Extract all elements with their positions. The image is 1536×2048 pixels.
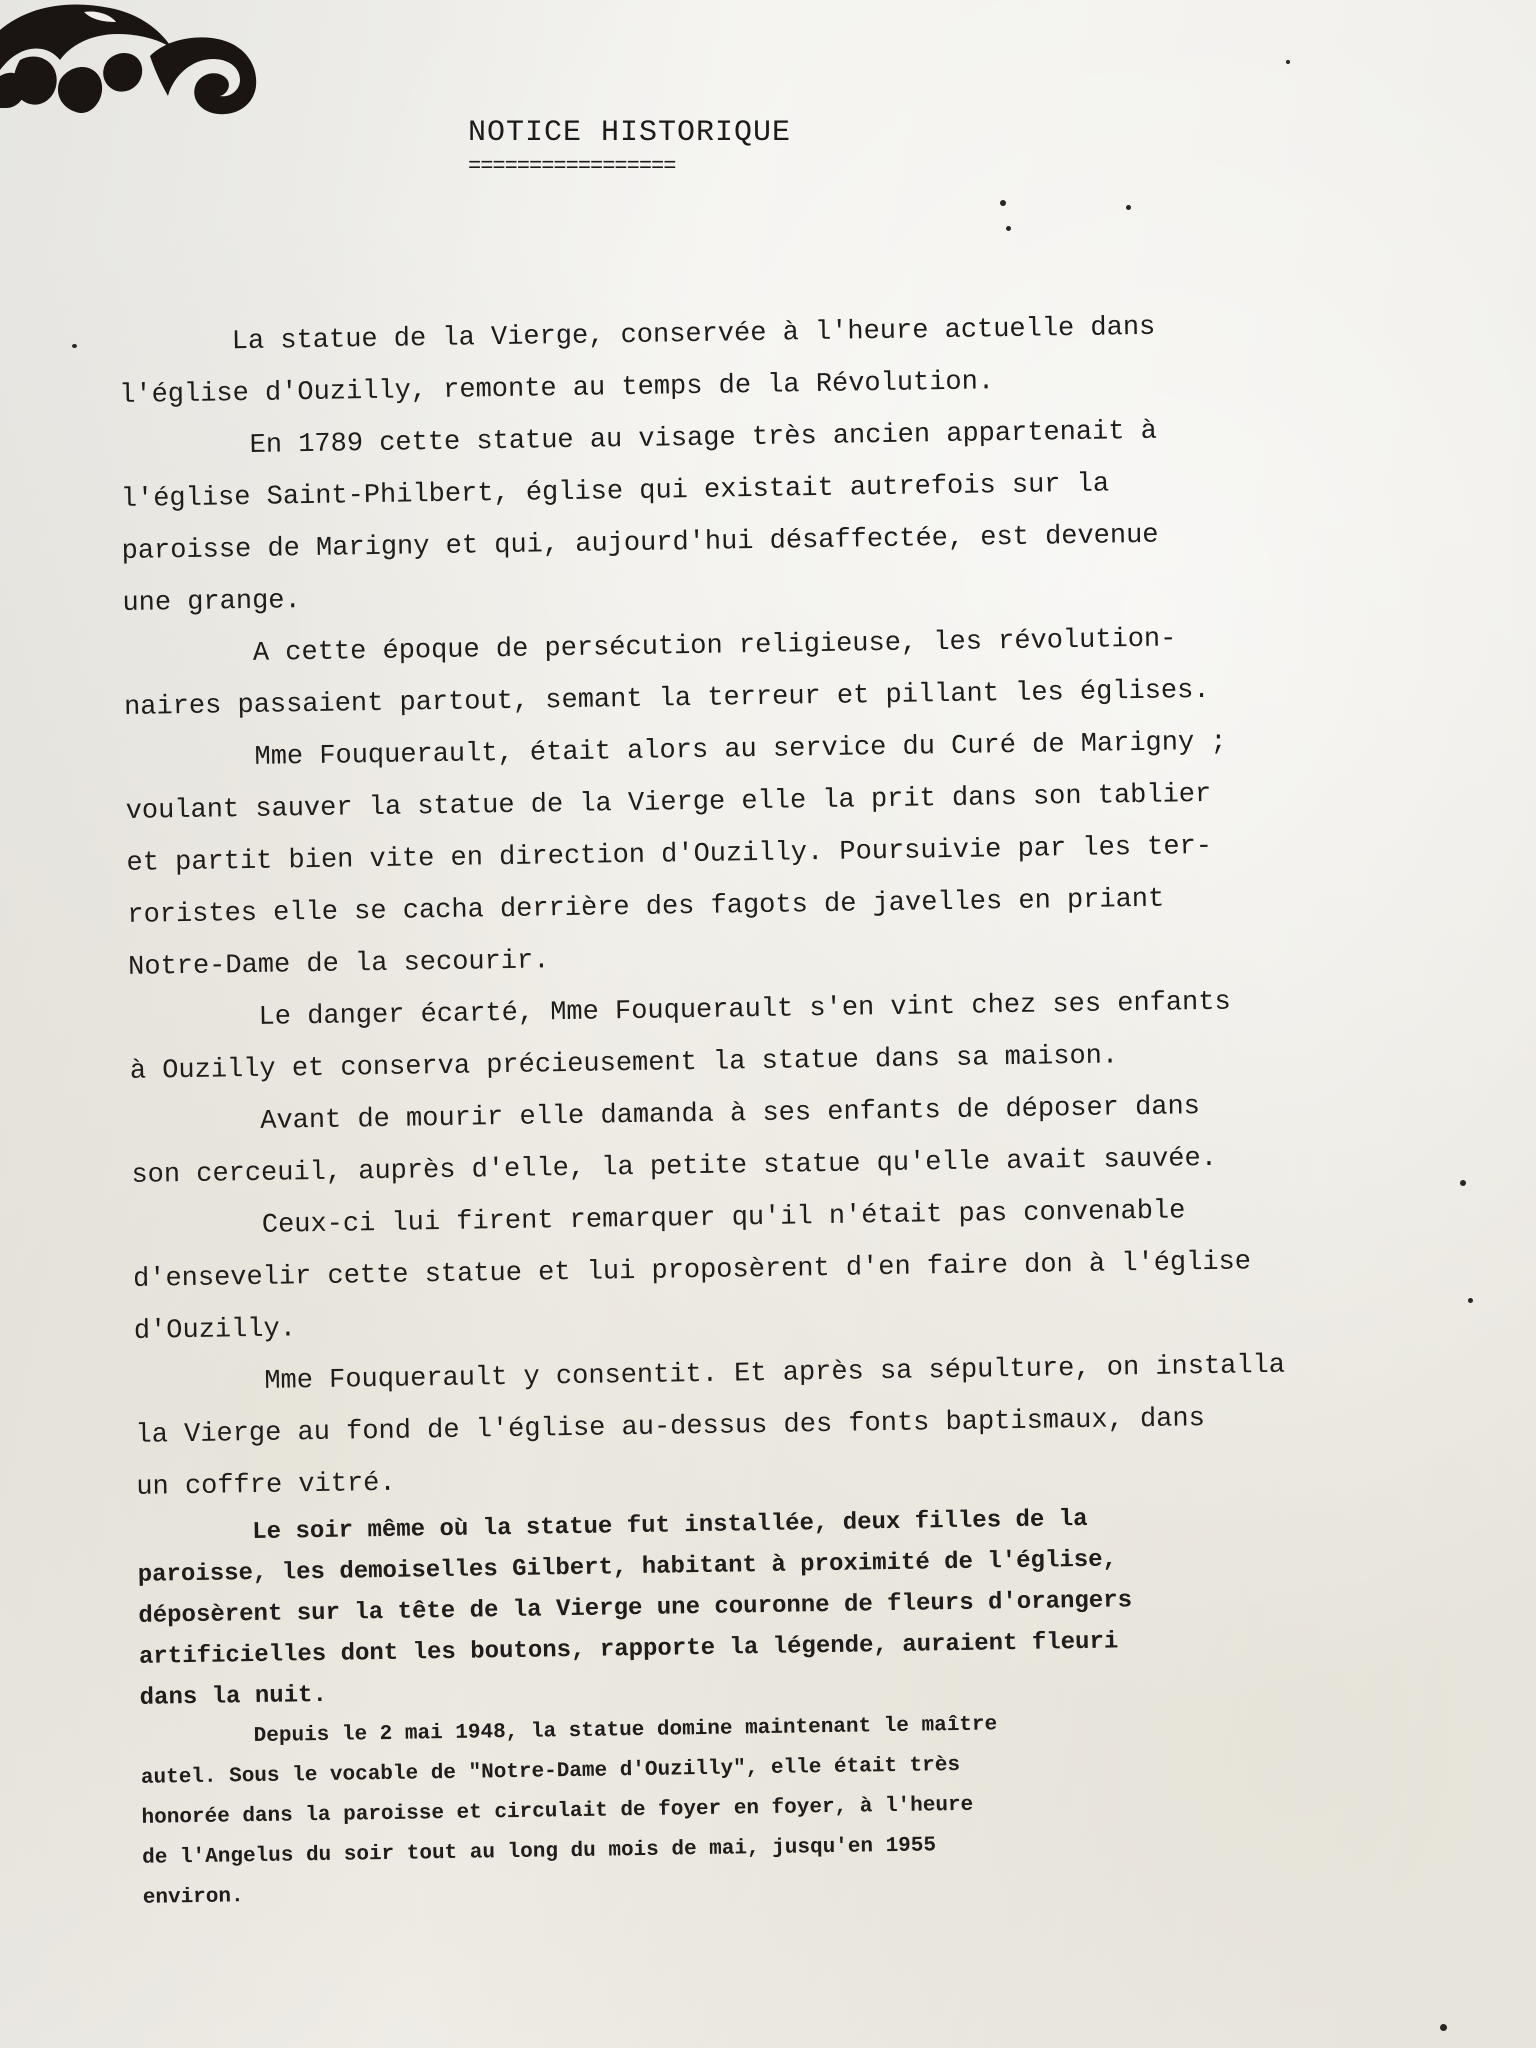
text-line: l'église Saint-Philbert, église qui existait autrefois sur la <box>120 469 1110 515</box>
text-line: d'Ouzilly. <box>133 1314 297 1347</box>
text-line: honorée dans la paroisse et circulait de foyer en foyer, à l'heure <box>141 1793 974 1830</box>
text-line: l'église d'Ouzilly, remonte au temps de la Révolution. <box>118 367 995 411</box>
notice-body <box>118 298 1403 1919</box>
text-line: voulant sauver la statue de la Vierge elle la prit dans son tablier <box>125 779 1212 827</box>
text-line: Depuis le 2 mai 1948, la statue domine maintenant le maître <box>253 1713 998 1749</box>
text-line: de l'Angelus du soir tout au long du mois de mai, jusqu'en 1955 <box>142 1834 937 1870</box>
title-block <box>468 114 808 178</box>
text-line: Ceux-ci lui firent remarquer qu'il n'était pas convenable <box>261 1196 1186 1241</box>
floral-ornament-icon <box>0 0 262 140</box>
text-line: une grange. <box>122 586 301 619</box>
text-line: A cette époque de persécution religieuse, les révolution- <box>252 624 1177 669</box>
text-line: son cerceuil, auprès d'elle, la petite statue qu'elle avait sauvée. <box>131 1143 1218 1191</box>
ink-speck <box>1286 60 1290 64</box>
ink-speck <box>1440 2024 1447 2031</box>
text-line: Notre-Dame de la secourir. <box>127 946 550 983</box>
text-line: naires passaient partout, semant la terreur et pillant les églises. <box>123 675 1210 723</box>
text-line: la Vierge au fond de l'église au-dessus des fonts baptismaux, dans <box>135 1404 1206 1451</box>
text-line: En 1789 cette statue au visage très ancien appartenait à <box>249 416 1158 461</box>
text-line: déposèrent sur la tête de la Vierge une couronne de fleurs d'orangers <box>138 1587 1133 1630</box>
page-title: NOTICE HISTORIQUE <box>468 116 792 150</box>
text-line: environ. <box>142 1885 244 1910</box>
ink-speck <box>1000 200 1006 206</box>
text-line: et partit bien vite en direction d'Ouzilly. Poursuivie par les ter- <box>126 831 1213 879</box>
text-line: dans la nuit. <box>139 1681 328 1712</box>
ink-speck <box>1468 1298 1473 1303</box>
text-line: Avant de mourir elle damanda à ses enfants de déposer dans <box>260 1092 1201 1137</box>
ink-speck <box>1460 1180 1466 1186</box>
text-line: artificielles dont les boutons, rapporte la légende, auraient fleuri <box>138 1628 1119 1671</box>
text-line: paroisse de Marigny et qui, aujourd'hui désaffectée, est devenue <box>121 520 1159 567</box>
ink-speck <box>72 344 77 348</box>
text-line: Mme Fouquerault y consentit. Et après sa sépulture, on installa <box>264 1350 1286 1397</box>
text-line: Le soir même où la statue fut installée, deux filles de la <box>252 1505 1088 1547</box>
title-underline: ================= <box>468 154 676 179</box>
text-line: paroisse, les demoiselles Gilbert, habitant à proximité de l'église, <box>137 1546 1118 1589</box>
ink-speck <box>1006 226 1011 231</box>
text-line: d'ensevelir cette statue et lui proposèrent d'en faire don à l'église <box>132 1247 1252 1295</box>
text-line: autel. Sous le vocable de "Notre-Dame d'Ouzilly", elle était très <box>140 1753 961 1790</box>
text-line: Mme Fouquerault, était alors au service du Curé de Marigny ; <box>254 727 1227 773</box>
text-line: Le danger écarté, Mme Fouquerault s'en vint chez ses enfants <box>258 987 1231 1033</box>
text-line: roristes elle se cacha derrière des fagots de javelles en priant <box>127 884 1165 931</box>
text-line: La statue de la Vierge, conservée à l'heure actuelle dans <box>231 312 1156 358</box>
text-line: à Ouzilly et conserva précieusement la statue dans sa maison. <box>129 1041 1119 1087</box>
ink-speck <box>1126 205 1131 210</box>
text-line: un coffre vitré. <box>136 1468 396 1503</box>
